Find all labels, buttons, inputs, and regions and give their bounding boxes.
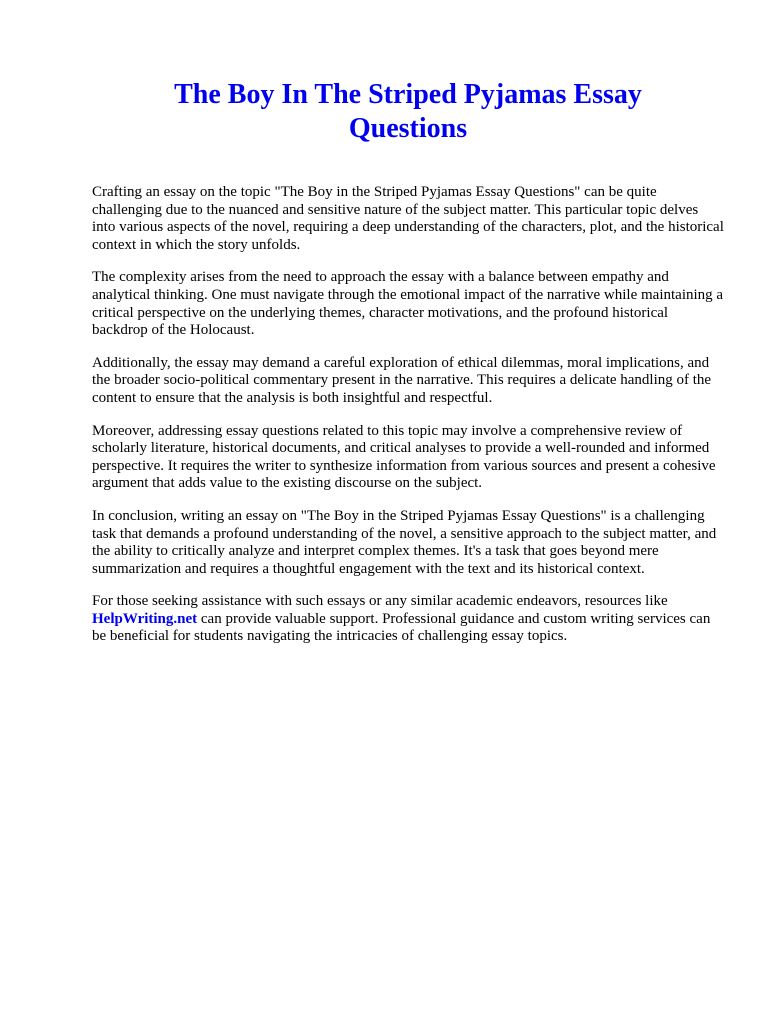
title-line-1: The Boy In The Striped Pyjamas Essay (174, 79, 642, 110)
paragraph-6 (92, 593, 724, 646)
document-body (92, 184, 724, 646)
paragraph-3: Additionally, the essay may demand a careful exploration of ethical dilemmas, moral implications, and the broader socio-political commentary present in the narrative. This requires a delicate handling of the content to ensure that the analysis is both insightful and respectful. (92, 354, 712, 406)
paragraph-1: Crafting an essay on the topic "The Boy in the Striped Pyjamas Essay Questions" can be quite challenging due to the nuanced and sensitive nature of the subject matter. This particular topic delves into various aspects of the novel, requiring a deep understanding of the characters, plot, and the historical context in which the story unfolds. (92, 184, 724, 253)
paragraph-6-after-link: can provide valuable support. Professional guidance and custom writing services can be beneficial for students navigating the intricacies of challenging essay topics. (92, 610, 711, 645)
helpwriting-link[interactable]: HelpWriting.net (92, 610, 198, 627)
paragraph-6-before-link: For those seeking assistance with such essays or any similar academic endeavors, resources like (92, 593, 668, 610)
title-line-2: Questions (348, 113, 468, 144)
paragraph-5: In conclusion, writing an essay on "The Boy in the Striped Pyjamas Essay Questions" is a challenging task that demands a profound understanding of the novel, a sensitive approach to the subject matter, and the ability to critically analyze and interpret complex themes. It's a task that goes beyond mere summarization and requires a thoughtful engagement with the text and its historical context. (92, 507, 717, 577)
paragraph-4: Moreover, addressing essay questions related to this topic may involve a comprehensive review of scholarly literature, historical documents, and critical analyses to provide a well-rounded and informed perspective. It requires the writer to synthesize information from various sources and present a cohesive argument that adds value to the existing discourse on the subject. (92, 422, 716, 492)
document-page (92, 78, 724, 661)
paragraph-2: The complexity arises from the need to approach the essay with a balance between empathy and analytical thinking. One must navigate through the emotional impact of the narrative while maintaining a critical perspective on the underlying themes, character motivations, and the profound historical backdrop of the Holocaust. (92, 269, 724, 339)
document-title (92, 78, 724, 146)
